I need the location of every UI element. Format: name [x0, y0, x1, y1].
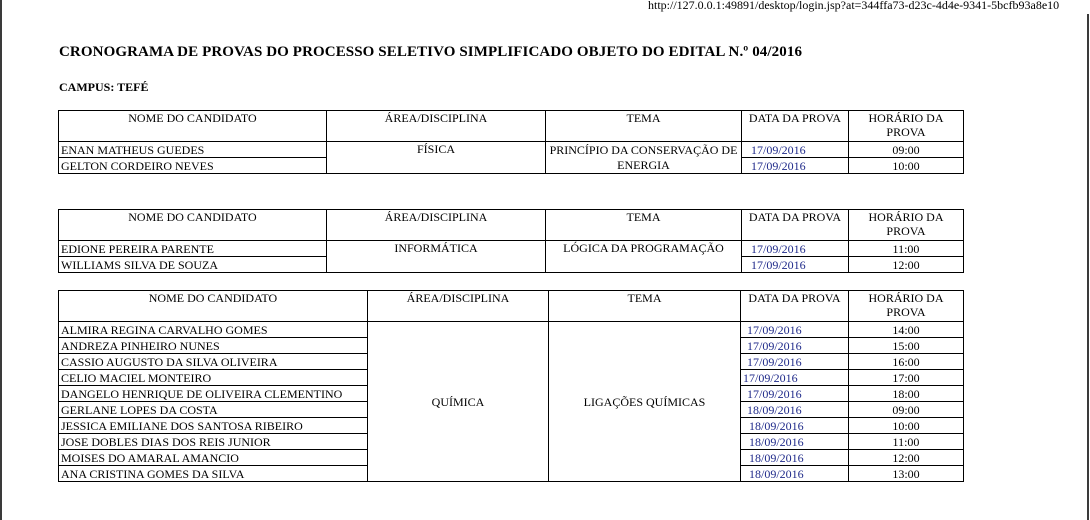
exam-time: 10:00 [849, 418, 964, 434]
candidate-name: CASSIO AUGUSTO DA SILVA OLIVEIRA [59, 354, 368, 370]
candidate-name: ALMIRA REGINA CARVALHO GOMES [59, 322, 368, 338]
header-time: HORÁRIO DA PROVA [849, 111, 964, 142]
campus-label: CAMPUS: TEFÉ [59, 80, 149, 94]
schedule-table-informatica [58, 209, 964, 273]
header-area: ÁREA/DISCIPLINA [368, 291, 549, 322]
exam-date: 18/09/2016 [741, 434, 849, 450]
header-name: NOME DO CANDIDATO [59, 111, 327, 142]
tema-cell: PRINCÍPIO DA CONSERVAÇÃO DE ENERGIA [546, 142, 742, 174]
exam-time: 15:00 [849, 338, 964, 354]
exam-date: 17/09/2016 [741, 354, 849, 370]
exam-date: 17/09/2016 [741, 370, 849, 386]
tema-cell: LÓGICA DA PROGRAMAÇÃO [546, 241, 742, 273]
exam-date: 17/09/2016 [742, 257, 849, 273]
exam-date: 17/09/2016 [741, 386, 849, 402]
header-name: NOME DO CANDIDATO [59, 291, 368, 322]
exam-date: 17/09/2016 [742, 158, 849, 174]
table-row [59, 142, 964, 158]
header-tema: TEMA [546, 111, 742, 142]
candidate-name: ANA CRISTINA GOMES DA SILVA [59, 466, 368, 482]
address-url[interactable]: http://127.0.0.1:49891/desktop/login.jsp?at=344ffa73-d23c-4d4e-9341-5bcfb93a8e10 [648, 0, 1060, 12]
header-area: ÁREA/DISCIPLINA [327, 111, 546, 142]
window-frame-left [0, 0, 2, 520]
header-date: DATA DA PROVA [742, 210, 849, 241]
tema-cell: LIGAÇÕES QUÍMICAS [549, 322, 741, 482]
exam-time: 12:00 [849, 450, 964, 466]
schedule-table-quimica [58, 290, 964, 482]
exam-time: 09:00 [849, 142, 964, 158]
table-row [59, 322, 964, 338]
exam-time: 10:00 [849, 158, 964, 174]
exam-time: 18:00 [849, 386, 964, 402]
header-time: HORÁRIO DA PROVA [849, 210, 964, 241]
exam-date: 18/09/2016 [741, 450, 849, 466]
candidate-name: MOISES DO AMARAL AMANCIO [59, 450, 368, 466]
candidate-name: CELIO MACIEL MONTEIRO [59, 370, 368, 386]
header-tema: TEMA [546, 210, 742, 241]
area-cell: INFORMÁTICA [327, 241, 546, 273]
candidate-name: ANDREZA PINHEIRO NUNES [59, 338, 368, 354]
area-cell: FÍSICA [327, 142, 546, 174]
schedule-table-fisica [58, 110, 964, 174]
exam-time: 13:00 [849, 466, 964, 482]
exam-time: 17:00 [849, 370, 964, 386]
candidate-name: GERLANE LOPES DA COSTA [59, 402, 368, 418]
exam-date: 17/09/2016 [741, 338, 849, 354]
candidate-name: DANGELO HENRIQUE DE OLIVEIRA CLEMENTINO [59, 386, 368, 402]
exam-date: 18/09/2016 [741, 466, 849, 482]
area-cell: QUÍMICA [368, 322, 549, 482]
exam-time: 12:00 [849, 257, 964, 273]
candidate-name: EDIONE PEREIRA PARENTE [59, 241, 327, 257]
header-area: ÁREA/DISCIPLINA [327, 210, 546, 241]
document-title: CRONOGRAMA DE PROVAS DO PROCESSO SELETIVO SIMPLIFICADO OBJETO DO EDITAL N.º 04/2016 [59, 44, 803, 60]
exam-time: 11:00 [849, 434, 964, 450]
candidate-name: JESSICA EMILIANE DOS SANTOSA RIBEIRO [59, 418, 368, 434]
table-row [59, 241, 964, 257]
header-date: DATA DA PROVA [741, 291, 849, 322]
exam-date: 18/09/2016 [741, 402, 849, 418]
header-time: HORÁRIO DA PROVA [849, 291, 964, 322]
exam-time: 11:00 [849, 241, 964, 257]
header-tema: TEMA [549, 291, 741, 322]
header-date: DATA DA PROVA [742, 111, 849, 142]
exam-time: 09:00 [849, 402, 964, 418]
candidate-name: ENAN MATHEUS GUEDES [59, 142, 327, 158]
exam-date: 17/09/2016 [741, 322, 849, 338]
window-frame-right [1087, 14, 1089, 520]
candidate-name: JOSE DOBLES DIAS DOS REIS JUNIOR [59, 434, 368, 450]
exam-date: 17/09/2016 [742, 241, 849, 257]
exam-date: 17/09/2016 [742, 142, 849, 158]
exam-date: 18/09/2016 [741, 418, 849, 434]
exam-time: 14:00 [849, 322, 964, 338]
header-name: NOME DO CANDIDATO [59, 210, 327, 241]
exam-time: 16:00 [849, 354, 964, 370]
candidate-name: GELTON CORDEIRO NEVES [59, 158, 327, 174]
candidate-name: WILLIAMS SILVA DE SOUZA [59, 257, 327, 273]
